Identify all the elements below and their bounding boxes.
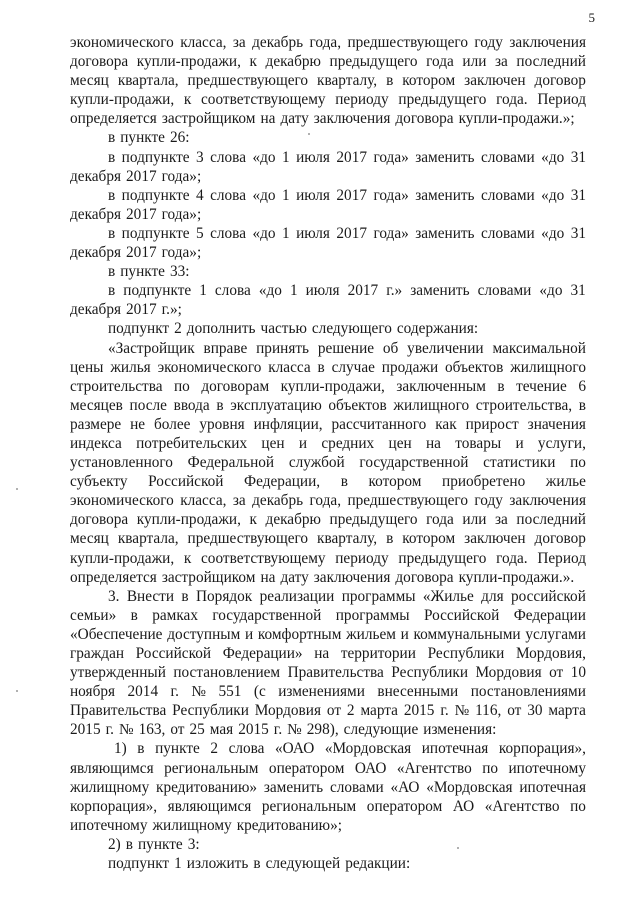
text-line: граждан Российской Федерации» на территории Республики Мордовия, bbox=[70, 645, 586, 662]
text-line: 2015 г. № 163, от 25 мая 2015 г. № 298), следующие изменения: bbox=[70, 721, 497, 739]
text-line: индекса потребительских цен и средних цен на товары и услуги, bbox=[70, 434, 586, 452]
text-line: в подпункте 3 слова «до 1 июля 2017 года» заменить словами «до 31 bbox=[108, 148, 586, 166]
text-line: строительства по договорам купли-продажи, заключенным в течение 6 bbox=[70, 377, 586, 395]
text-line: в подпункте 5 слова «до 1 июля 2017 года» заменить словами «до 31 bbox=[108, 224, 586, 242]
text-line: экономического класса, за декабрь года, предшествующего году заключения bbox=[70, 492, 586, 510]
text-line: экономического класса, за декабрь года, предшествующего году заключения bbox=[70, 34, 586, 51]
text-line: жилищному кредитованию» заменить словами «АО «Мордовская ипотечная bbox=[70, 778, 586, 796]
text-line: подпункт 2 дополнить частью следующего содержания: bbox=[108, 320, 479, 338]
text-line: определяется застройщиком на дату заключения договора купли-продажи.»; bbox=[70, 110, 575, 128]
text-line: месяцев после ввода в эксплуатацию объектов жилищного строительства, в bbox=[70, 396, 586, 414]
text-line: в пункте 33: bbox=[108, 263, 190, 281]
text-line: ноября 2014 г. № 551 (с изменениями внесенными постановлениями bbox=[70, 683, 586, 701]
text-line: корпорация», являющимся региональным оператором АО «Агентство по bbox=[70, 797, 586, 815]
text-line: Правительства Республики Мордовия от 2 марта 2015 г. № 116, от 30 марта bbox=[70, 702, 586, 720]
document-body bbox=[70, 33, 586, 873]
text-line: семьи» в рамках государственной программы Российской Федерации bbox=[70, 606, 586, 624]
scan-speck bbox=[457, 847, 459, 849]
text-line: размере не более уровня инфляции, рассчитанного как прирост значения bbox=[70, 415, 586, 433]
text-line: декабря 2017 года»; bbox=[70, 205, 202, 223]
text-line: «Обеспечение доступным и комфортным жильем и коммунальными услугами bbox=[70, 625, 586, 643]
text-line: купли-продажи, к соответствующему периоду предыдущего года. Период bbox=[70, 549, 586, 567]
page-number: 5 bbox=[588, 10, 595, 25]
text-line: декабря 2017 года»; bbox=[70, 167, 202, 185]
text-line: субъекту Российской Федерации, в котором приобретено жилье bbox=[70, 473, 586, 491]
text-line: декабря 2017 г.»; bbox=[70, 301, 182, 319]
text-line: «Застройщик вправе принять решение об увеличении максимальной bbox=[108, 339, 586, 357]
text-line: 2) в пункте 3: bbox=[108, 835, 200, 853]
scan-speck bbox=[308, 133, 310, 135]
scan-speck bbox=[16, 488, 18, 490]
text-line: 3. Внести в Порядок реализации программы «Жилье для российской bbox=[108, 587, 586, 605]
text-line: 1) в пункте 2 слова «ОАО «Мордовская ипотечная корпорация», bbox=[114, 740, 586, 758]
text-line: ипотечному жилищному кредитованию»; bbox=[70, 816, 342, 834]
text-line: являющимся региональным оператором ОАО «Агентство по ипотечному bbox=[70, 759, 586, 777]
text-line: договора купли-продажи, к декабрю предыдущего года или за последний bbox=[70, 511, 586, 529]
text-line: купли-продажи, к соответствующему периоду предыдущего года. Период bbox=[70, 91, 586, 109]
text-line: определяется застройщиком на дату заключения договора купли-продажи.». bbox=[70, 568, 575, 586]
text-line: месяц квартала, предшествующего кварталу, в котором заключен договор bbox=[70, 72, 586, 90]
text-line: в пункте 26: bbox=[108, 129, 190, 147]
text-line: в подпункте 4 слова «до 1 июля 2017 года» заменить словами «до 31 bbox=[108, 186, 586, 204]
scan-speck bbox=[16, 690, 18, 692]
text-line: месяц квартала, предшествующего кварталу, в котором заключен договор bbox=[70, 530, 586, 548]
text-line: подпункт 1 изложить в следующей редакции: bbox=[108, 855, 411, 873]
text-line: декабря 2017 года»; bbox=[70, 244, 202, 262]
text-line: установленного Федеральной службой государственной статистики по bbox=[70, 454, 586, 472]
text-line: в подпункте 1 слова «до 1 июля 2017 г.» заменить словами «до 31 bbox=[108, 282, 586, 300]
text-line: утвержденный постановлением Правительства Республики Мордовия от 10 bbox=[70, 664, 586, 682]
text-line: цены жилья экономического класса в случае продажи объектов жилищного bbox=[70, 358, 586, 376]
text-line: договора купли-продажи, к декабрю предыдущего года или за последний bbox=[70, 53, 586, 71]
